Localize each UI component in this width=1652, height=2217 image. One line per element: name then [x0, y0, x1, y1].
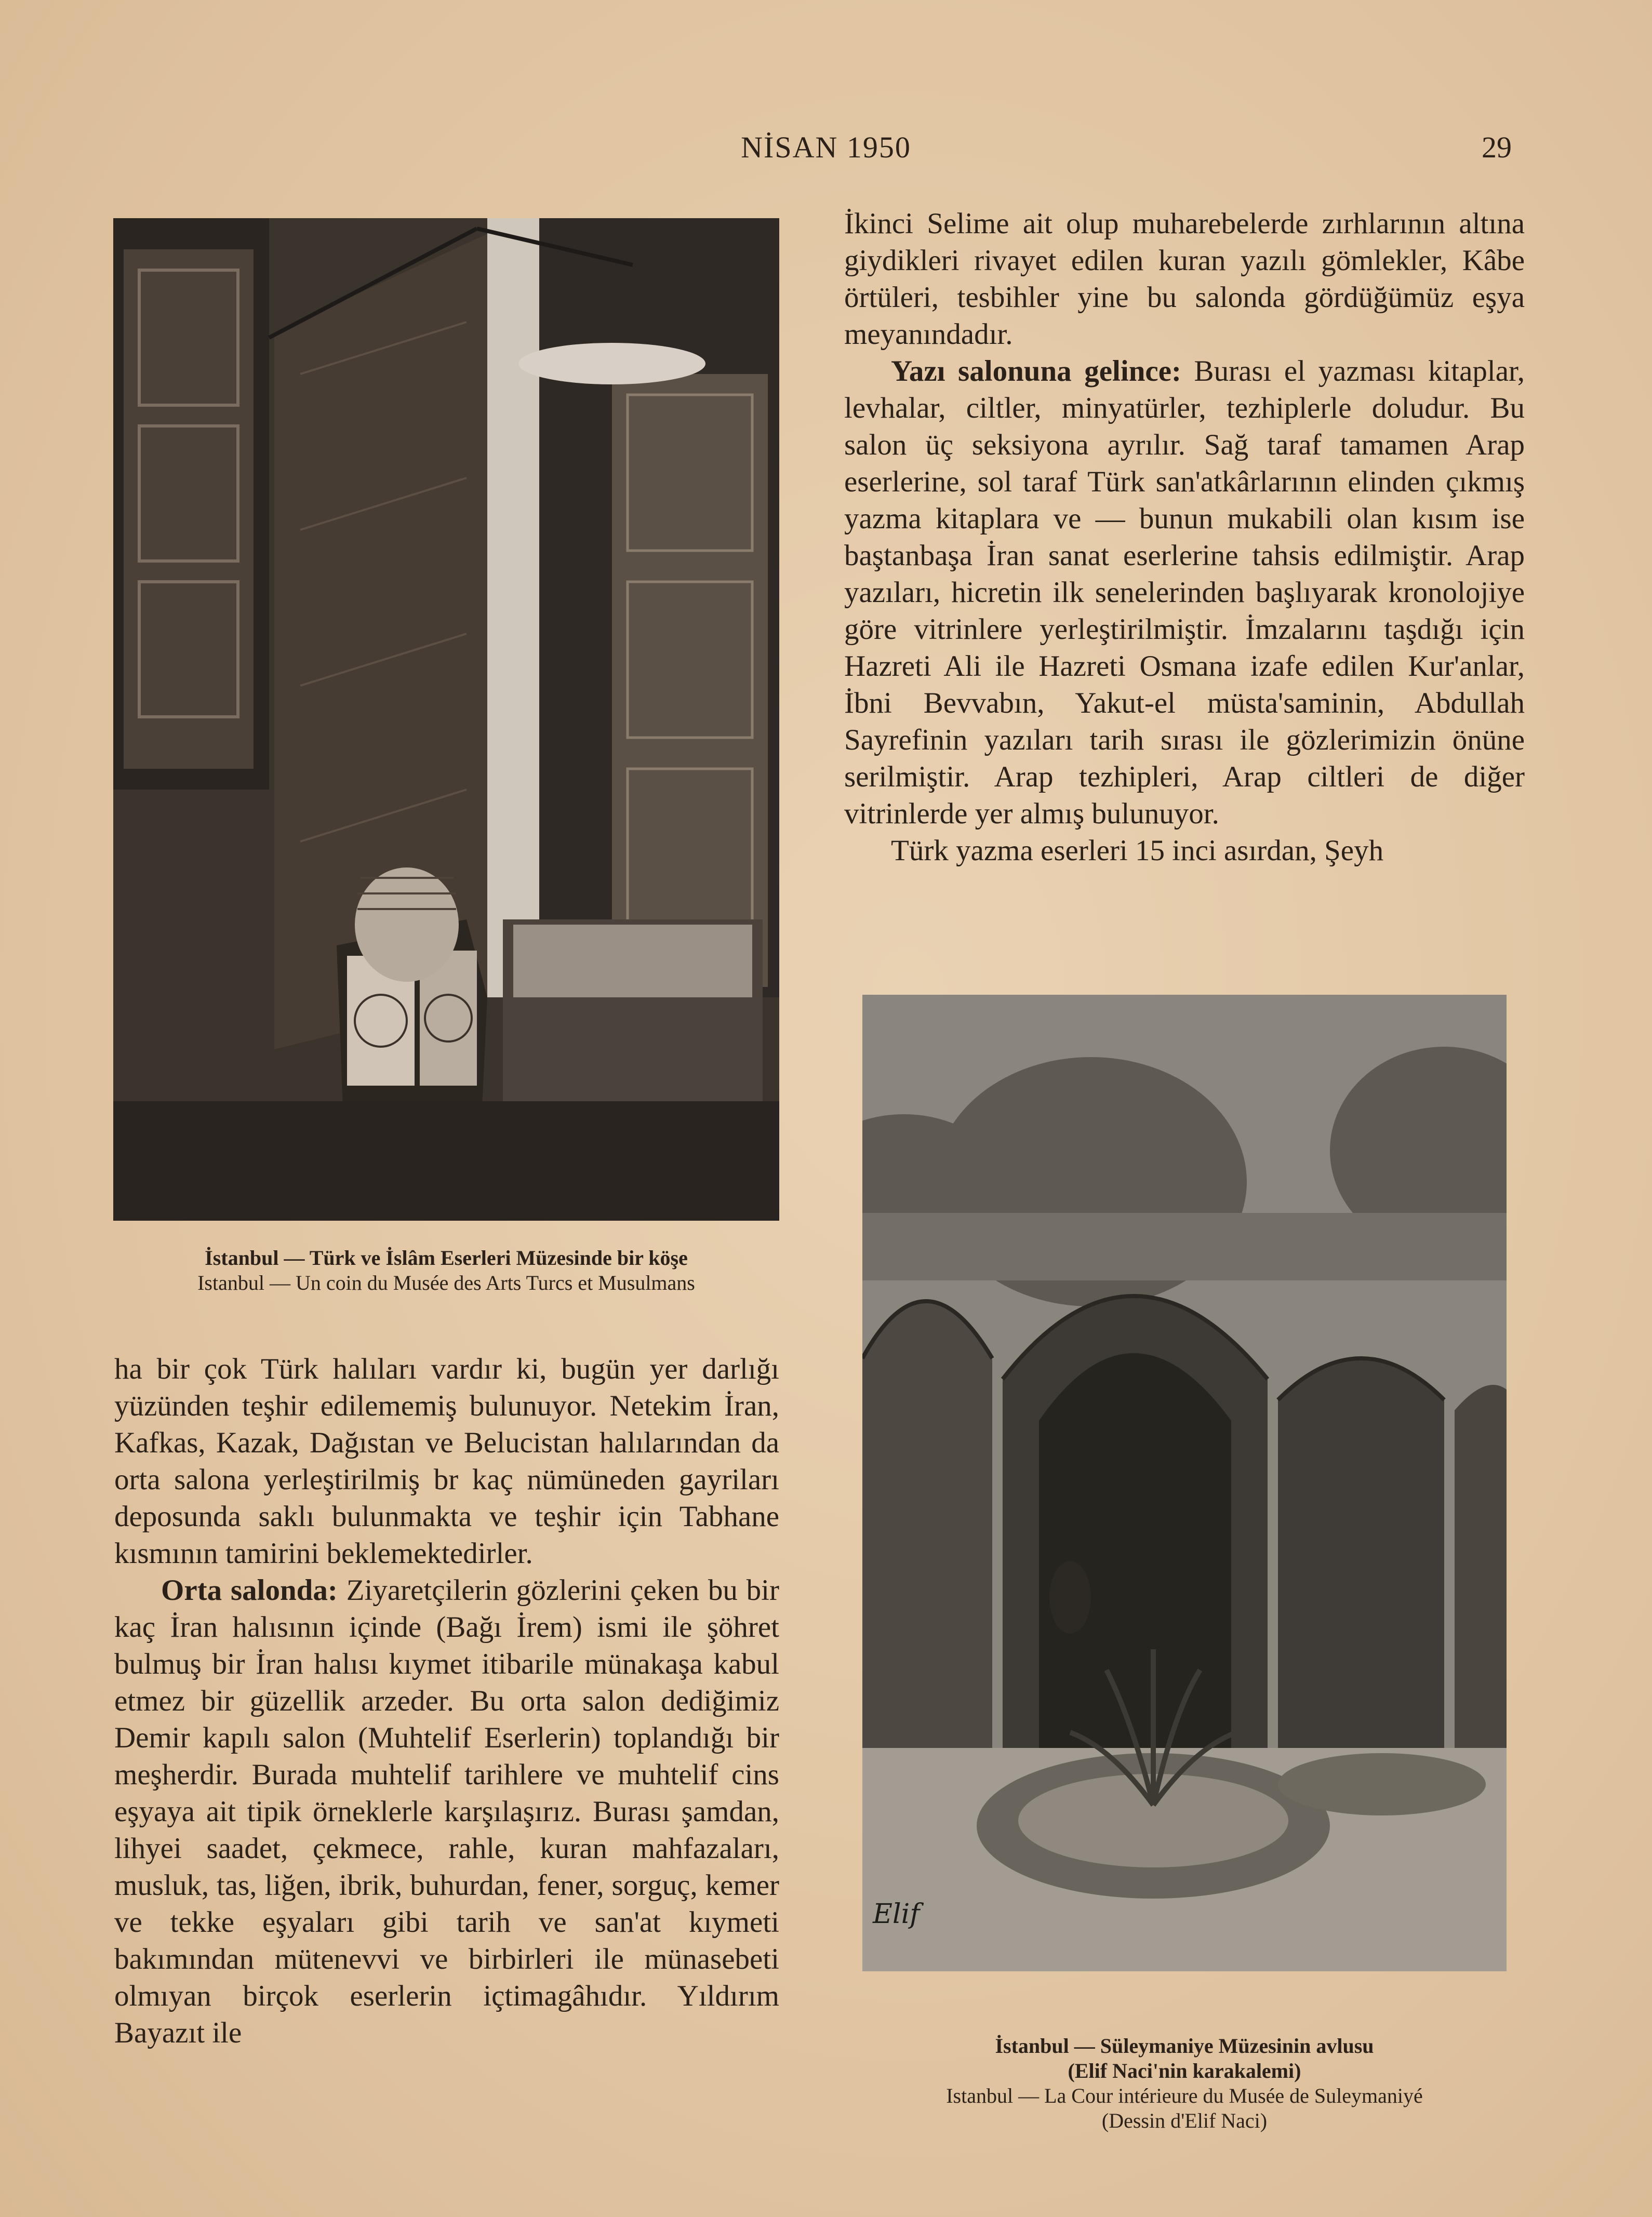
left-text-column [114, 1351, 779, 2051]
courtyard-illustration [862, 995, 1507, 1971]
museum-corner-illustration [113, 218, 779, 1221]
paragraph-orta-salon-body: Ziyaretçilerin gözlerini çeken bu bir kaç İran halısının içinde (Bağı İrem) ismi ile şöhret bulmuş bir İran halısı kıymet itibarile münakaşa kabul etmez bir güzellik arzeder. Bu orta salon dediğimiz Demir kapılı salon (Muhtelif Eserlerin) toplandığı bir meşherdir. Burada muhtelif tarihlere ve muhtelif cins eşyaya ait tipik örneklerle karşılaşırız. Burası şamdan, lihyei saadet, çekmece, rahle, kuran mahfazaları, musluk, tas, liğen, ibrik, buhurdan, fener, sorguç, kemer ve tekke eşyaları gibi tarih ve san'at kıymeti bakımından mütenevvi ve birbirleri ile münasebeti olmıyan birçok eserlerin içtimagâhıdır. Yıldırım Bayazıt ile [114, 1574, 779, 2049]
paragraph-carpets: ha bir çok Türk halıları vardır ki, bugün yer darlığı yüzünden teşhir edilememiş bulunuyor. Netekim İran, Kafkas, Kazak, Dağıstan ve Belucistan halılarından da orta salona yerleştirilmiş br kaç nümüneden gayriları deposunda saklı bulunmakta ve teşhir için Tabhane kısmının tamirini beklemektedirler. [114, 1353, 779, 1570]
page-number: 29 [1482, 130, 1512, 164]
section-lead-orta-salonda: Orta salonda: [161, 1574, 338, 1607]
paragraph-yazi-salonu [844, 353, 1525, 832]
caption-artist-turkish: (Elif Naci'nin karakalemi) [1068, 2059, 1301, 2082]
paragraph-yazi-salonu-body: Burası el yazması kitaplar, levhalar, ciltler, minyatürler, tezhiplerle doludur. Bu salon üç seksiyona ayrılır. Sağ taraf tamamen Arap eserlerine, sol taraf Türk san'atkârlarının elinden çıkmış yazma kitaplara ve — bunun mukabili olan kısım ise baştanbaşa İran sanat eserlerine tahsis edilmiştir. Arap yazıları, hicretin ilk senelerinden başlıyarak kronolojiye göre vitrinlere yerleştirilmiştir. İmzalarını taşdığı için Hazreti Ali ile Hazreti Osmana izafe edilen Kur'anlar, İbni Bevvabın, Yakut-el müsta'saminin, Abdullah Sayrefinin yazıları tarih sırası ile gözlerimizin önüne serilmiştir. Arap tezhipleri, Arap ciltleri de diğer vitrinlerde yer almış bulunuyor. [844, 355, 1525, 830]
paragraph-turk-yazma: Türk yazma eserleri 15 inci asırdan, Şeyh [891, 834, 1384, 867]
caption-museum-corner [113, 1246, 779, 1296]
paragraph-orta-salon [114, 1572, 779, 2051]
section-lead-yazi-salonuna: Yazı salonuna gelince: [891, 355, 1181, 388]
caption-french: Istanbul — La Cour intérieure du Musée de Suleymaniyé [946, 2084, 1423, 2107]
caption-artist-french: (Dessin d'Elif Naci) [1101, 2109, 1268, 2132]
sketch-signature: Elif [873, 1899, 920, 1930]
caption-turkish: İstanbul — Türk ve İslâm Eserleri Müzesinde bir köşe [205, 1246, 688, 1270]
paragraph-selim: İkinci Selime ait olup muharebelerde zırhlarının altına giydikleri rivayet edilen kuran yazılı gömlekler, Kâbe örtüleri, tesbihler yine bu salonda gördüğümüz eşya meyanındadır. [844, 207, 1525, 351]
right-text-column [844, 205, 1525, 869]
museum-corner-photo [113, 218, 779, 1221]
issue-date: NİSAN 1950 [741, 130, 911, 164]
caption-turkish: İstanbul — Süleymaniye Müzesinin avlusu [995, 2034, 1374, 2058]
caption-french: Istanbul — Un coin du Musée des Arts Turcs et Musulmans [197, 1271, 695, 1294]
caption-courtyard [847, 2034, 1522, 2133]
suleymaniye-courtyard-drawing [862, 995, 1507, 1971]
